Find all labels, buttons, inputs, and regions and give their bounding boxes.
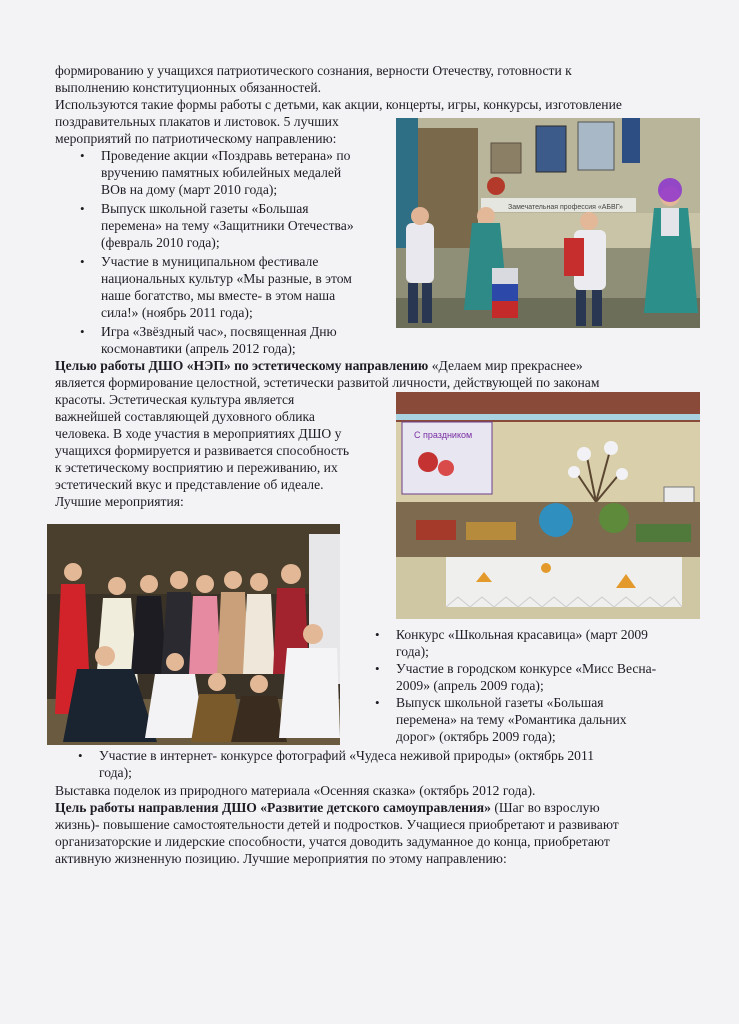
aesthetic-line-4: важнейшей составляющей духовного облика (55, 409, 315, 424)
patriotic-item-2: • Выпуск школьной газеты «Большая (101, 200, 308, 217)
aesthetic-item-3: • Выпуск школьной газеты «Большая (396, 694, 603, 711)
selfgov-lead: Цель работы направления ДШО «Развитие детского самоуправления» (55, 800, 491, 815)
patriotic-item-1-line: ВОв на дому (март 2010 года); (101, 182, 278, 197)
patriotic-item-3-line: наше богатство, мы вместе- в этом наша (101, 288, 336, 303)
aesthetic-line-8: эстетический вкус и представление об идеале. (55, 477, 324, 492)
aesthetic-line-5: человека. В ходе участия в мероприятиях ДШО у (55, 426, 342, 441)
internet-contest-item-line: года); (99, 765, 132, 780)
exhibition-poster-text: С праздником (414, 430, 473, 440)
selfgov-line-2: жизнь)- повышение самостоятельности детей и подростков. Учащиеся приобретают и развивают (55, 817, 619, 832)
selfgov-line-1 (55, 799, 600, 816)
aesthetic-line-6: учащихся формируется и развивается способность (55, 443, 350, 458)
selfgov-motto: (Шаг во взрослую (490, 800, 600, 815)
photo-festival (396, 118, 700, 328)
aesthetic-line-7: к эстетическому восприятию и переживанию, их (55, 460, 338, 475)
aesthetic-line-2: является формирование целостной, эстетически развитой личности, действующей по законам (55, 375, 600, 390)
selfgov-line-3: организаторские и лидерские способности, учатся доводить задуманное до конца, приобретают (55, 834, 610, 849)
patriotic-item-3-line: национальных культур «Мы разные, в этом (101, 271, 352, 286)
patriotic-item-3: • Участие в муниципальном фестивале (101, 253, 318, 270)
aesthetic-line-9: Лучшие мероприятия: (55, 494, 184, 509)
patriotic-item-2-line: (февраль 2010 года); (101, 235, 220, 250)
patriotic-item-3-line: сила!» (ноябрь 2011 года); (101, 305, 253, 320)
patriotic-item-2-line: перемена» на тему «Защитники Отечества» (101, 218, 354, 233)
aesthetic-item-3-line: дорог» (октябрь 2009 года); (396, 729, 556, 744)
aesthetic-line-3: красоты. Эстетическая культура является (55, 392, 295, 407)
selfgov-line-4: активную жизненную позицию. Лучшие мероприятия по этому направлению: (55, 851, 507, 866)
photo-exhibition (396, 392, 700, 619)
autumn-exhibition-line: Выставка поделок из природного материала «Осенняя сказка» (октябрь 2012 года). (55, 783, 536, 798)
aesthetic-item-1: • Конкурс «Школьная красавица» (март 2009 (396, 626, 648, 643)
aesthetic-line-1 (55, 357, 583, 374)
intro-line-5: мероприятий по патриотическому направлению: (55, 131, 337, 146)
aesthetic-item-1-line: года); (396, 644, 429, 659)
photo-beauty-contest (47, 524, 340, 745)
intro-line-3: Используются такие формы работы с детьми, как акции, концерты, игры, конкурсы, изготовление (55, 97, 622, 112)
aesthetic-lead: Целью работы ДШО «НЭП» по эстетическому направлению (55, 358, 429, 373)
aesthetic-item-2-line: 2009» (апрель 2009 года); (396, 678, 544, 693)
aesthetic-motto: «Делаем мир прекраснее» (428, 358, 583, 373)
intro-line-4: поздравительных плакатов и листовок. 5 лучших (55, 114, 339, 129)
patriotic-item-1-line: вручению памятных юбилейных медалей (101, 165, 342, 180)
patriotic-item-1: • Проведение акции «Поздравь ветерана» по (101, 147, 350, 164)
patriotic-item-4: • Игра «Звёздный час», посвященная Дню (101, 323, 337, 340)
patriotic-item-4-line: космонавтики (апрель 2012 года); (101, 341, 296, 356)
festival-banner-text: Замечательная профессия «АБВГ» (508, 204, 623, 211)
intro-line-2: выполнению конституционных обязанностей. (55, 80, 322, 95)
aesthetic-item-2: • Участие в городском конкурсе «Мисс Весна- (396, 660, 656, 677)
aesthetic-item-3-line: перемена» на тему «Романтика дальних (396, 712, 627, 727)
internet-contest-item: • Участие в интернет- конкурсе фотографий «Чудеса неживой природы» (октябрь 2011 (99, 747, 594, 764)
intro-line-1: формированию у учащихся патриотического сознания, верности Отечеству, готовности к (55, 63, 572, 78)
